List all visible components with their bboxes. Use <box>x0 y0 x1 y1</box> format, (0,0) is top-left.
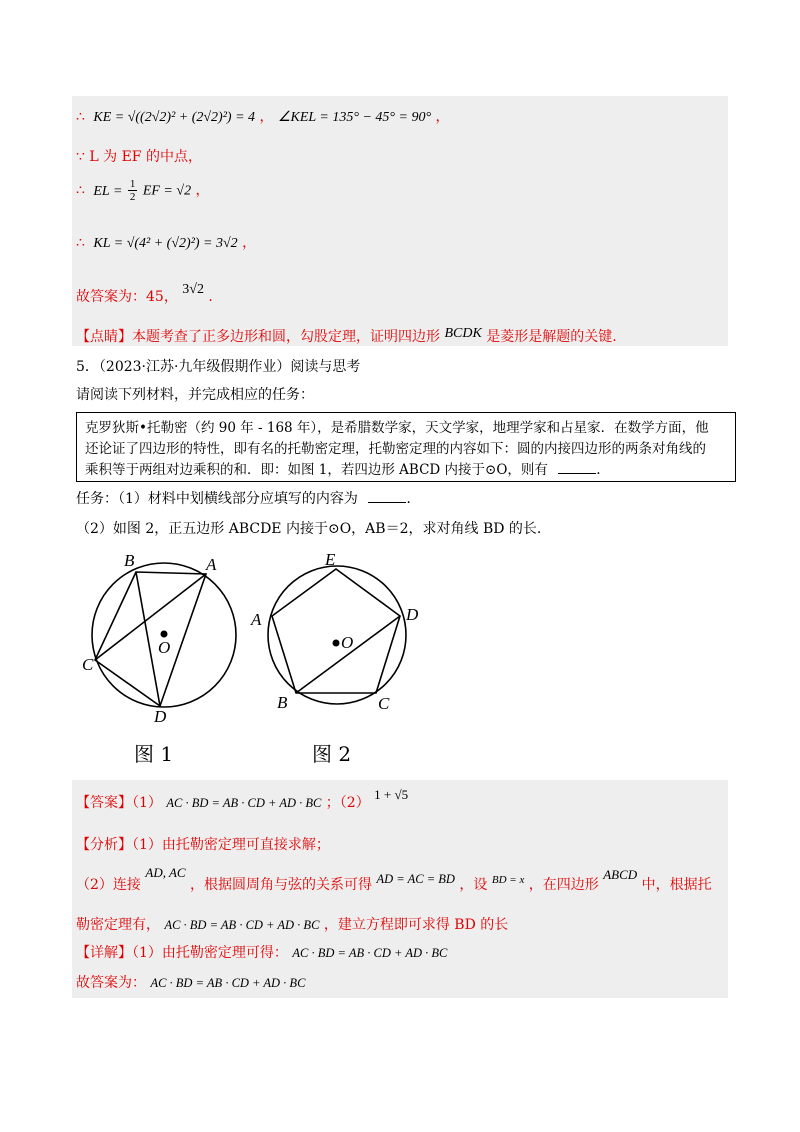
fig2-label-o: O <box>341 633 354 652</box>
center-point-o <box>161 631 168 638</box>
analysis-tag: 【分析】 <box>76 837 132 853</box>
material-line-2: 还论证了四边形的特性，即有名的托勒密定理，托勒密定理的内容如下：圆的内接四边形的两条对角线的 <box>85 441 706 457</box>
figure-2-caption: 图 2 <box>312 742 352 766</box>
bcdk-label: BCDK <box>444 326 482 341</box>
half-fraction <box>128 178 138 203</box>
analysis-text: 勒密定理有， <box>76 917 160 933</box>
period: . <box>208 289 213 305</box>
fig1-label-c: C <box>82 655 94 674</box>
question-header-text: 5．（2023·江苏·九年级假期作业）阅读与思考 <box>76 359 361 375</box>
fraction-denominator: 2 <box>129 191 136 204</box>
remark-text-end: 是菱形是解题的关键. <box>486 329 617 345</box>
fig1-label-b: B <box>124 551 135 570</box>
material-box <box>76 412 736 482</box>
material-line-3 <box>85 460 727 481</box>
ptolemy-equation: AC · BD = AB · CD + AD · BC <box>164 918 320 932</box>
therefore-symbol: ∴ <box>76 235 85 251</box>
fill-blank <box>558 462 596 474</box>
instruction-text: 请阅读下列材料，并完成相应的任务： <box>76 387 314 403</box>
remark-tag: 【点睛】 <box>76 329 132 345</box>
analysis-text: ，建立方程即可求得 BD 的长 <box>323 917 509 933</box>
comma: ， <box>435 109 450 125</box>
angle-kel-formula: ∠KEL = 135° − 45° = 90° <box>277 110 432 125</box>
material-line-1: 克罗狄斯•托勒密（约 90 年 - 168 年），是希腊数学家，天文学家，地理学家和占星家．在数学方面，他 <box>85 420 709 436</box>
task-2-text: （2）如图 2，正五边形 ABCDE 内接于⊙O，AB＝2，求对角线 BD 的长. <box>76 521 542 537</box>
center-point-o <box>333 640 340 647</box>
equal-chords: AD = AC = BD <box>376 872 455 886</box>
answer-value: 3√2 <box>182 282 204 297</box>
task-1-text: 任务：（1）材料中划横线部分应填写的内容为 <box>76 491 358 507</box>
fig1-label-o: O <box>158 638 171 657</box>
detail-tag: 【详解】 <box>76 945 132 961</box>
answer-separator: ；（2） <box>325 795 370 811</box>
comma: ， <box>242 235 257 251</box>
therefore-symbol: ∴ <box>76 182 85 199</box>
because-symbol: ∵ <box>76 149 85 165</box>
material-line-3-text: 乘积等于两组对边乘积的和．即：如图 1，若四边形 ABCD 内接于⊙O，则有 <box>85 462 548 478</box>
fig2-label-a: A <box>251 610 262 629</box>
task-2 <box>76 520 541 538</box>
analysis-text: ，设 <box>459 877 488 893</box>
fig2-label-c: C <box>378 694 390 713</box>
el-line <box>76 178 210 203</box>
answer-tag: 【答案】 <box>76 795 132 811</box>
fraction-numerator: 1 <box>129 178 136 190</box>
segments-ad-ac: AD, AC <box>145 865 186 880</box>
ke-formula: KE = √((2√2)² + (2√2)²) = 4 <box>93 110 256 125</box>
answer-45-line <box>76 282 213 307</box>
answer-part-1: （1） <box>132 795 162 811</box>
fig1-label-a: A <box>206 555 217 574</box>
remark-line <box>76 328 617 347</box>
comma: ， <box>259 109 274 125</box>
midpoint-text: L 为 EF 的中点， <box>89 149 202 165</box>
ptolemy-equation: AC · BD = AB · CD + AD · BC <box>150 976 306 990</box>
fig2-label-e: E <box>325 550 336 569</box>
ptolemy-equation: AC · BD = AB · CD + AD · BC <box>292 946 448 960</box>
question-header <box>76 358 360 376</box>
fig2-label-d: D <box>406 605 419 624</box>
final-answer-prefix: 故答案为： <box>76 975 146 991</box>
analysis-text: ，根据圆周角与弦的关系可得 <box>190 877 373 893</box>
bd-answer: 1 + √5 <box>374 787 409 802</box>
ptolemy-equation: AC · BD = AB · CD + AD · BC <box>166 796 322 810</box>
analysis-line-1 <box>76 836 330 854</box>
figure-1-caption: 图 1 <box>134 742 174 766</box>
analysis-line-3 <box>76 916 508 934</box>
answer-line <box>76 787 409 812</box>
period: . <box>596 462 601 478</box>
kl-line <box>76 234 256 253</box>
analysis-text-1: （1）由托勒密定理可直接求解； <box>132 837 330 853</box>
figure-2-circle-pentagon <box>268 566 406 704</box>
period: . <box>406 491 411 507</box>
fig2-label-b: B <box>277 693 288 712</box>
remark-text: 本题考查了正多边形和圆，勾股定理，证明四边形 <box>132 329 440 345</box>
el-formula-right: EF = √2 <box>142 183 192 199</box>
kl-formula: KL = √(4² + (√2)²) = 3√2 <box>93 236 238 251</box>
fill-blank <box>368 491 406 503</box>
therefore-symbol: ∴ <box>76 109 85 125</box>
detail-text: （1）由托勒密定理可得： <box>132 945 288 961</box>
figures-svg <box>0 545 800 775</box>
analysis-text: ，在四边形 <box>528 877 599 893</box>
final-answer-line <box>76 974 305 992</box>
let-bd-x: BD = x <box>491 874 525 886</box>
analysis-text: （2）连接 <box>76 877 141 893</box>
comma: ， <box>195 182 210 199</box>
question-instruction <box>76 386 314 404</box>
el-formula-left: EL = <box>93 183 123 199</box>
detail-line <box>76 944 447 962</box>
ke-line <box>76 108 450 127</box>
quad-abcd: ABCD <box>603 867 638 882</box>
analysis-text: 中，根据托 <box>641 877 712 893</box>
midpoint-line <box>76 148 202 166</box>
fig1-label-d: D <box>154 707 167 726</box>
analysis-line-2 <box>76 865 712 894</box>
solution-continuation-panel <box>72 96 728 346</box>
task-1 <box>76 490 411 508</box>
answer-prefix: 故答案为：45， <box>76 289 178 305</box>
